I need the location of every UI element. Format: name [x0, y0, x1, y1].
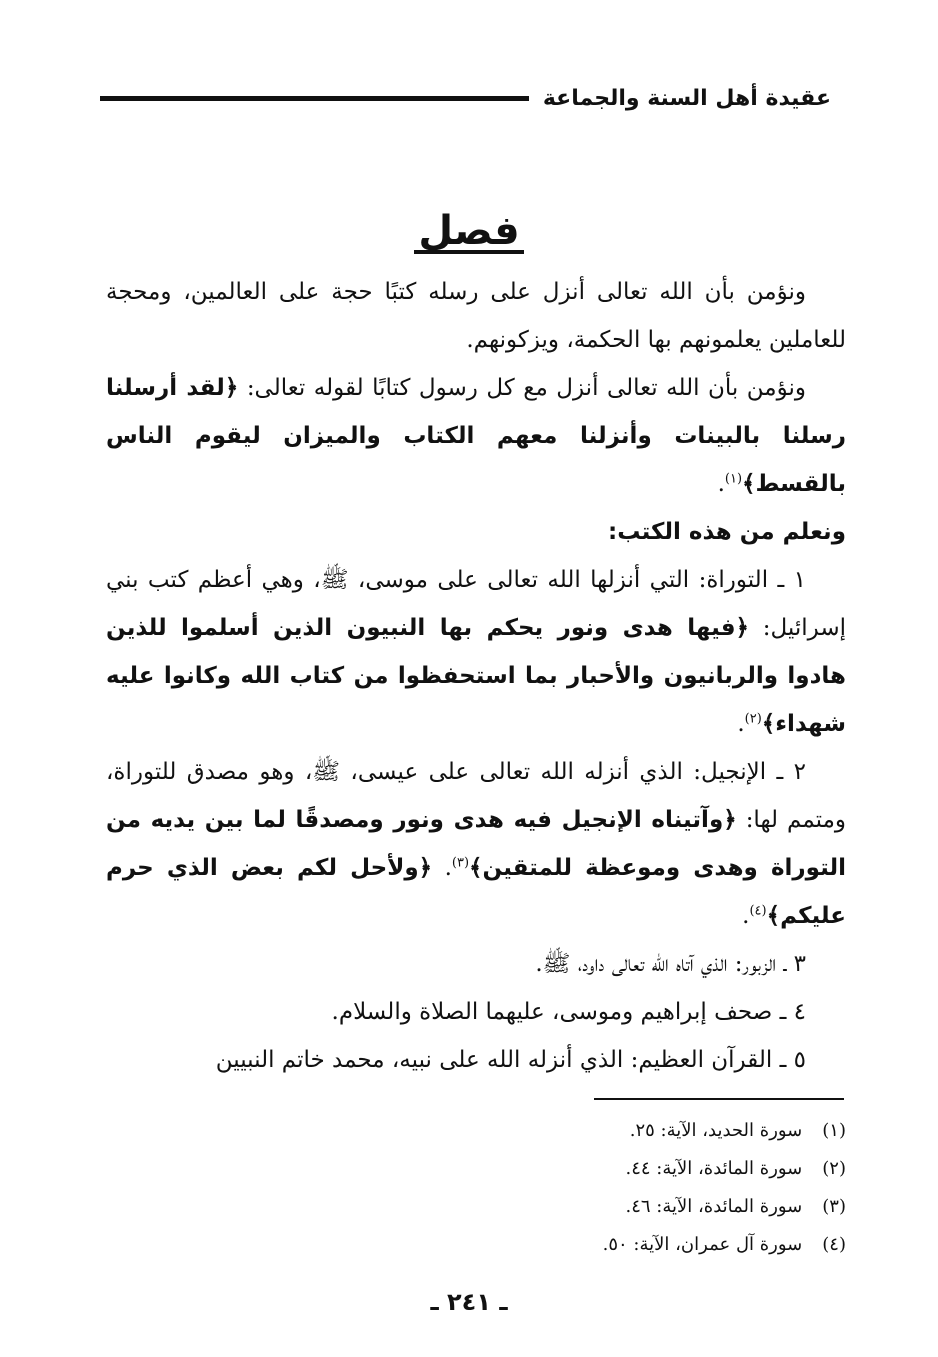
header-rule-short: [100, 96, 160, 101]
list-item-quran: ٥ ـ القرآن العظيم: الذي أنزله الله على نبيه، محمد خاتم النبيين: [215, 1047, 806, 1073]
footnote: [346, 1226, 846, 1264]
footnote-number: (٢): [822, 1158, 846, 1179]
quran-quote-3: ﴿وآتيناه الإنجيل فيه هدى ونور ومصدقًا لما بين يديه من التوراة وهدى وموعظة للمتقين﴾: [106, 807, 846, 881]
list-item-torah-text: ١ ـ التوراة: التي أنزلها الله تعالى على موسى، ﷺ، وهي أعظم كتب بني إسرائيل:: [106, 567, 846, 641]
footnote-number: (٣): [822, 1196, 846, 1217]
quran-quote-4: ﴿ولأحل لكم بعض الذي حرم عليكم﴾: [106, 855, 846, 929]
header-rule-long: [100, 96, 529, 101]
list-item-zabur: ٣ ـ الزبور: الذي آتاه الله تعالى داود، ﷺ.: [535, 951, 806, 977]
footnote-ref-1: (١): [724, 471, 743, 487]
footnote-text: سورة الحديد، الآية: ٢٥.: [629, 1120, 803, 1141]
list-item-torah: ١ ـ التوراة: التي أنزلها الله تعالى على موسى، ﷺ، وهي أعظم كتب بني إسرائيل: ﴿فيها هدى ونور يحكم بها النبيون الذين أسلموا للذين هادوا والربانيون والأحبار بما استحفظوا من كتاب الله وكانوا عليه شهداء﴾$^{(٢)}$.: [106, 567, 846, 737]
page-number: ـ ٢٤١ ـ: [430, 1288, 508, 1316]
footnote-text: سورة المائدة، الآية: ٤٤.: [625, 1158, 803, 1179]
footnote-number: (٤): [822, 1234, 846, 1255]
paragraph-2-intro: ونؤمن بأن الله تعالى أنزل مع كل رسول كتابًا لقوله تعالى:: [246, 375, 806, 401]
footnote: [346, 1188, 846, 1226]
paragraph-2: ونؤمن بأن الله تعالى أنزل مع كل رسول كتابًا لقوله تعالى: ﴿لقد أرسلنا رسلنا بالبينات وأنزلنا معهم الكتاب والميزان ليقوم الناس بالقسط﴾$^{(١)}$.: [106, 375, 846, 497]
footnote-ref-4: (٤): [749, 903, 767, 919]
quran-quote-2: ﴿فيها هدى ونور يحكم بها النبيون الذين أسلموا للذين هادوا والربانيون والأحبار بما استحفظوا من كتاب الله وكانوا عليه شهداء﴾: [106, 615, 846, 737]
list-item-injil-text: ٢ ـ الإنجيل: الذي أنزله الله تعالى على عيسى، ﷺ، وهو مصدق للتوراة، ومتمم لها:: [106, 759, 846, 833]
footnotes: [346, 1112, 846, 1264]
footnote-text: سورة آل عمران، الآية: ٥٠.: [602, 1234, 803, 1255]
footnote-separator: [594, 1098, 844, 1100]
book-title: عقيدة أهل السنة والجماعة: [542, 85, 831, 111]
main-text: [106, 268, 846, 1084]
footnote-ref-3: (٣): [451, 855, 470, 871]
footnote: [346, 1150, 846, 1188]
footnote-ref-2: (٢): [744, 711, 762, 727]
footnote-number: (١): [822, 1120, 846, 1141]
footnote-text: سورة المائدة، الآية: ٤٦.: [625, 1196, 803, 1217]
section-title-text: فصل: [418, 208, 520, 254]
paragraph-3: ونعلم من هذه الكتب:: [608, 519, 846, 545]
quran-quote-1: ﴿لقد أرسلنا رسلنا بالبينات وأنزلنا معهم الكتاب والميزان ليقوم الناس بالقسط﴾: [106, 375, 846, 497]
running-header: [100, 78, 845, 118]
list-item-injil: ٢ ـ الإنجيل: الذي أنزله الله تعالى على عيسى، ﷺ، وهو مصدق للتوراة، ومتمم لها: ﴿وآتيناه الإنجيل فيه هدى ونور ومصدقًا لما بين يديه من التوراة وهدى وموعظة للمتقين﴾$^{(٣)}$. ﴿ولأحل لكم بعض الذي حرم عليكم﴾$^{(٤)}$.: [106, 759, 846, 929]
list-item-suhuf: ٤ ـ صحف إبراهيم وموسى، عليهما الصلاة والسلام.: [331, 999, 806, 1025]
footnote: [346, 1112, 846, 1150]
section-title: [0, 208, 938, 254]
paragraph-1: ونؤمن بأن الله تعالى أنزل على رسله كتبًا حجة على العالمين، ومحجة للعاملين يعلمونهم بها الحكمة، ويزكونهم.: [106, 279, 846, 353]
